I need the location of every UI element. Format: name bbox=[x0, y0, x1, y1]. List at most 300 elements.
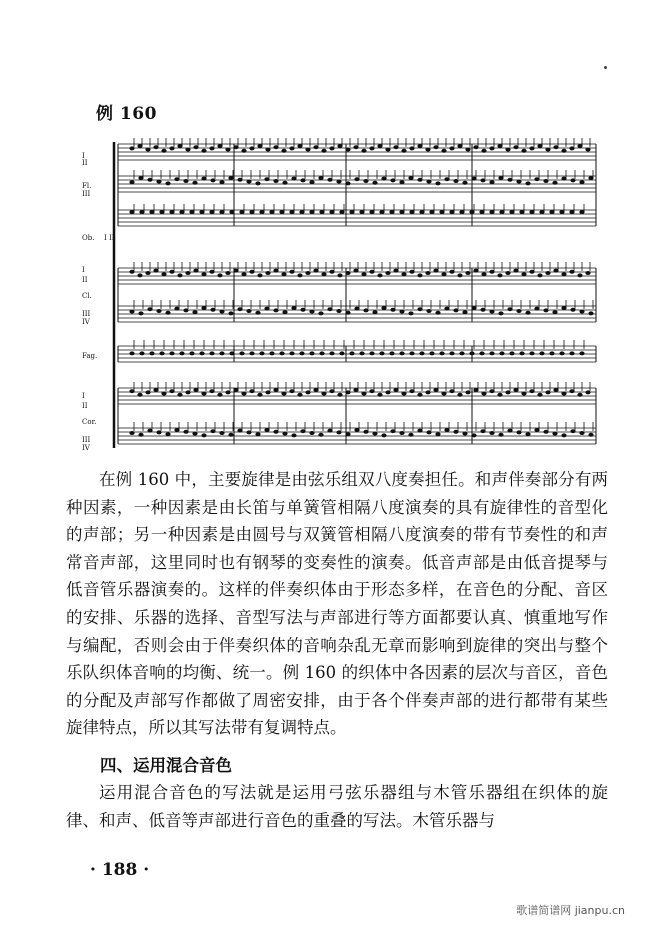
note-head bbox=[402, 149, 406, 152]
note-head bbox=[458, 274, 462, 277]
note-head bbox=[292, 306, 296, 309]
note-head bbox=[283, 181, 287, 184]
note-head bbox=[427, 309, 431, 312]
note-head bbox=[418, 308, 422, 311]
note-head bbox=[481, 179, 485, 182]
note-head bbox=[570, 147, 574, 150]
note-head bbox=[578, 274, 582, 277]
note-head bbox=[466, 391, 470, 394]
note-head bbox=[540, 352, 544, 355]
note-head bbox=[258, 274, 262, 277]
note-head bbox=[410, 210, 414, 213]
note-head bbox=[330, 390, 334, 393]
note-head bbox=[314, 269, 318, 272]
label-cl-iii: III bbox=[82, 310, 91, 318]
note-head bbox=[298, 144, 302, 147]
note-head bbox=[328, 308, 332, 311]
note-head bbox=[450, 270, 454, 273]
note-head bbox=[402, 392, 406, 395]
note-head bbox=[450, 352, 454, 355]
note-head bbox=[380, 352, 384, 355]
note-head bbox=[554, 269, 558, 272]
note-head bbox=[340, 210, 344, 213]
note-head bbox=[211, 179, 215, 182]
note-head bbox=[138, 274, 142, 277]
note-head bbox=[538, 274, 542, 277]
note-head bbox=[499, 312, 503, 315]
note-head bbox=[170, 270, 174, 273]
note-head bbox=[370, 210, 374, 213]
note-head bbox=[580, 431, 584, 434]
label-ob: Ob. bbox=[82, 234, 95, 242]
label-cl-ii: II bbox=[82, 276, 88, 284]
note-head bbox=[378, 393, 382, 396]
note-head bbox=[373, 432, 377, 435]
note-head bbox=[250, 352, 254, 355]
note-head bbox=[420, 210, 424, 213]
note-head bbox=[282, 273, 286, 276]
paragraph-2-container bbox=[66, 779, 608, 834]
note-head bbox=[490, 431, 494, 434]
note-head bbox=[498, 393, 502, 396]
note-head bbox=[391, 430, 395, 433]
note-head bbox=[146, 271, 150, 274]
note-head bbox=[130, 310, 134, 313]
note-head bbox=[434, 388, 438, 391]
note-head bbox=[162, 273, 166, 276]
note-head bbox=[250, 147, 254, 150]
paragraph-2: 运用混合音色的写法就是运用弓弦乐器组与木管乐器组在织体的旋律、和声、低音等声部进行音色的重叠的写法。木管乐器与 bbox=[66, 783, 608, 830]
note-head bbox=[130, 352, 134, 355]
note-head bbox=[440, 210, 444, 213]
note-head bbox=[290, 352, 294, 355]
note-head bbox=[220, 310, 224, 313]
note-head bbox=[460, 352, 464, 355]
note-head bbox=[328, 429, 332, 432]
note-head bbox=[274, 179, 278, 182]
note-head bbox=[578, 144, 582, 147]
note-head bbox=[440, 352, 444, 355]
note-head bbox=[553, 311, 557, 314]
note-head bbox=[282, 149, 286, 152]
note-head bbox=[270, 352, 274, 355]
note-head bbox=[226, 391, 230, 394]
note-head bbox=[310, 210, 314, 213]
note-head bbox=[553, 432, 557, 435]
note-head bbox=[150, 210, 154, 213]
paragraph-1: 在例 160 中，主要旋律是由弦乐组双八度奏担任。和声伴奏部分有两种因素，一种因素是由长笛与单簧管相隔八度演奏的具有旋律性的音型化的声部；另一种因素是由圆号与双簧管相隔八度演奏的带有节奏性的和声常音声部，这里同时也有钢琴的变奏性的演奏。低音声部是由低音提琴与低音管乐器演奏的。这样的伴奏织体由于形态多样，在音色的分配、音区的安排、乐器的选择、音型写法与声部进行等方面都要认真、慎重地写作与编配，否则会由于伴奏织体的音响杂乱无章而影响到旋律的突出与整个乐队织体音响的均衡、统一。例 160 的织体中各因素的层次与音区，音色的分配及声部写作都做了周密安排，由于各个伴奏声部的进行都带有某些旋律特点，所以其写法带有复调特点。 bbox=[66, 470, 608, 738]
note-head bbox=[314, 146, 318, 149]
note-head bbox=[370, 147, 374, 150]
note-head bbox=[292, 434, 296, 437]
label-fl-parts-1: I bbox=[82, 152, 85, 160]
note-head bbox=[242, 273, 246, 276]
note-head bbox=[328, 178, 332, 181]
note-head bbox=[482, 392, 486, 395]
note-head bbox=[310, 310, 314, 313]
note-head bbox=[530, 390, 534, 393]
note-head bbox=[175, 428, 179, 431]
note-head bbox=[499, 176, 503, 179]
note-head bbox=[498, 274, 502, 277]
note-head bbox=[426, 148, 430, 151]
note-head bbox=[426, 271, 430, 274]
note-head bbox=[500, 352, 504, 355]
note-head bbox=[256, 311, 260, 314]
note-head bbox=[300, 352, 304, 355]
note-head bbox=[186, 148, 190, 151]
note-head bbox=[427, 431, 431, 434]
note-head bbox=[390, 352, 394, 355]
note-head bbox=[514, 146, 518, 149]
note-head bbox=[402, 273, 406, 276]
note-head bbox=[178, 144, 182, 147]
watermark: 歌谱简谱网 jianpu.cn bbox=[516, 904, 625, 917]
note-head bbox=[330, 270, 334, 273]
note-head bbox=[210, 352, 214, 355]
note-head bbox=[238, 178, 242, 181]
note-head bbox=[170, 147, 174, 150]
note-head bbox=[394, 388, 398, 391]
note-head bbox=[370, 352, 374, 355]
note-head bbox=[202, 273, 206, 276]
note-head bbox=[490, 181, 494, 184]
note-head bbox=[166, 433, 170, 436]
note-head bbox=[562, 177, 566, 180]
note-head bbox=[194, 146, 198, 149]
note-head bbox=[310, 181, 314, 184]
note-head bbox=[355, 428, 359, 431]
note-head bbox=[256, 182, 260, 185]
note-head bbox=[526, 311, 530, 314]
note-head bbox=[474, 269, 478, 272]
note-head bbox=[247, 180, 251, 183]
note-head bbox=[170, 352, 174, 355]
note-head bbox=[218, 274, 222, 277]
note-head bbox=[454, 179, 458, 182]
note-head bbox=[490, 390, 494, 393]
note-head bbox=[170, 390, 174, 393]
label-cl-iv: IV bbox=[82, 318, 90, 326]
label-cor: Cor. bbox=[82, 418, 97, 426]
note-head bbox=[322, 392, 326, 395]
note-head bbox=[340, 352, 344, 355]
note-head bbox=[514, 269, 518, 272]
label-cor-ii: II bbox=[82, 402, 88, 410]
note-head bbox=[445, 307, 449, 310]
note-head bbox=[301, 430, 305, 433]
note-head bbox=[238, 429, 242, 432]
note-head bbox=[570, 270, 574, 273]
note-head bbox=[260, 210, 264, 213]
note-head bbox=[362, 392, 366, 395]
note-head bbox=[434, 269, 438, 272]
note-head bbox=[474, 146, 478, 149]
note-head bbox=[130, 181, 134, 184]
note-head bbox=[184, 179, 188, 182]
note-head bbox=[510, 210, 514, 213]
note-head bbox=[490, 210, 494, 213]
note-head bbox=[338, 144, 342, 147]
note-head bbox=[190, 210, 194, 213]
note-head bbox=[409, 312, 413, 315]
note-head bbox=[330, 210, 334, 213]
note-head bbox=[430, 210, 434, 213]
note-head bbox=[522, 273, 526, 276]
note-head bbox=[274, 269, 278, 272]
note-head bbox=[150, 352, 154, 355]
note-head bbox=[378, 144, 382, 147]
note-head bbox=[148, 178, 152, 181]
note-head bbox=[190, 352, 194, 355]
note-head bbox=[146, 148, 150, 151]
note-head bbox=[586, 391, 590, 394]
note-head bbox=[274, 309, 278, 312]
label-cl: Cl. bbox=[82, 292, 92, 300]
note-head bbox=[410, 147, 414, 150]
note-head bbox=[378, 274, 382, 277]
note-head bbox=[562, 273, 566, 276]
note-head bbox=[194, 269, 198, 272]
note-head bbox=[562, 434, 566, 437]
note-head bbox=[553, 181, 557, 184]
note-head bbox=[362, 273, 366, 276]
note-head bbox=[186, 271, 190, 274]
note-head bbox=[562, 149, 566, 152]
note-head bbox=[250, 270, 254, 273]
note-head bbox=[274, 388, 278, 391]
note-head bbox=[258, 144, 262, 147]
note-head bbox=[350, 352, 354, 355]
note-head bbox=[220, 431, 224, 434]
note-head bbox=[589, 433, 593, 436]
note-head bbox=[166, 311, 170, 314]
note-head bbox=[535, 307, 539, 310]
note-head bbox=[586, 271, 590, 274]
note-head bbox=[458, 144, 462, 147]
note-head bbox=[463, 181, 467, 184]
note-head bbox=[130, 431, 134, 434]
note-head bbox=[526, 182, 530, 185]
note-head bbox=[481, 308, 485, 311]
note-head bbox=[490, 147, 494, 150]
note-head bbox=[265, 307, 269, 310]
note-head bbox=[526, 433, 530, 436]
note-head bbox=[274, 146, 278, 149]
note-head bbox=[463, 311, 467, 314]
note-head bbox=[210, 210, 214, 213]
note-head bbox=[200, 210, 204, 213]
note-head bbox=[544, 309, 548, 312]
note-head bbox=[360, 352, 364, 355]
note-head bbox=[442, 149, 446, 152]
note-head bbox=[355, 178, 359, 181]
note-head bbox=[544, 179, 548, 182]
note-head bbox=[301, 308, 305, 311]
note-head bbox=[454, 430, 458, 433]
note-head bbox=[162, 149, 166, 152]
note-head bbox=[290, 147, 294, 150]
note-head bbox=[418, 178, 422, 181]
note-head bbox=[301, 179, 305, 182]
note-head bbox=[314, 388, 318, 391]
note-head bbox=[154, 269, 158, 272]
note-head bbox=[194, 388, 198, 391]
note-head bbox=[180, 352, 184, 355]
note-head bbox=[482, 149, 486, 152]
note-head bbox=[292, 177, 296, 180]
note-head bbox=[410, 270, 414, 273]
example-label: 例 160 bbox=[96, 104, 157, 124]
note-head bbox=[298, 393, 302, 396]
note-head bbox=[218, 393, 222, 396]
label-cor-iv: IV bbox=[82, 444, 90, 452]
note-head bbox=[193, 311, 197, 314]
note-head bbox=[138, 144, 142, 147]
note-head bbox=[586, 148, 590, 151]
note-head bbox=[391, 179, 395, 182]
note-head bbox=[260, 352, 264, 355]
note-head bbox=[193, 432, 197, 435]
note-head bbox=[154, 146, 158, 149]
note-head bbox=[282, 392, 286, 395]
note-head bbox=[400, 310, 404, 313]
note-head bbox=[338, 274, 342, 277]
note-head bbox=[354, 146, 358, 149]
note-head bbox=[355, 307, 359, 310]
note-head bbox=[186, 391, 190, 394]
note-head bbox=[418, 393, 422, 396]
label-cor-iii: III bbox=[82, 436, 91, 444]
note-head bbox=[202, 306, 206, 309]
note-head bbox=[410, 390, 414, 393]
note-head bbox=[373, 311, 377, 314]
note-head bbox=[175, 307, 179, 310]
note-head bbox=[220, 181, 224, 184]
note-head bbox=[138, 393, 142, 396]
note-head bbox=[442, 392, 446, 395]
note-head bbox=[450, 210, 454, 213]
note-head bbox=[560, 210, 564, 213]
note-head bbox=[337, 431, 341, 434]
note-head bbox=[270, 210, 274, 213]
note-head bbox=[506, 391, 510, 394]
note-head bbox=[400, 210, 404, 213]
note-head bbox=[265, 428, 269, 431]
note-head bbox=[463, 432, 467, 435]
note-head bbox=[202, 392, 206, 395]
note-head bbox=[578, 393, 582, 396]
note-head bbox=[364, 179, 368, 182]
note-head bbox=[589, 176, 593, 179]
label-cor-i: I bbox=[82, 392, 85, 400]
note-head bbox=[466, 148, 470, 151]
note-head bbox=[570, 390, 574, 393]
note-head bbox=[258, 393, 262, 396]
label-fl-parts-2: II bbox=[82, 159, 88, 167]
note-head bbox=[520, 352, 524, 355]
note-head bbox=[474, 388, 478, 391]
note-head bbox=[166, 182, 170, 185]
note-head bbox=[220, 352, 224, 355]
note-head bbox=[337, 180, 341, 183]
note-head bbox=[436, 311, 440, 314]
note-head bbox=[481, 430, 485, 433]
note-head bbox=[350, 210, 354, 213]
note-head bbox=[337, 309, 341, 312]
note-head bbox=[218, 144, 222, 147]
note-head bbox=[202, 177, 206, 180]
note-head bbox=[522, 149, 526, 152]
note-head bbox=[391, 308, 395, 311]
note-head bbox=[580, 210, 584, 213]
note-head bbox=[418, 274, 422, 277]
note-head bbox=[517, 180, 521, 183]
note-head bbox=[508, 429, 512, 432]
note-head bbox=[330, 352, 334, 355]
note-head bbox=[482, 273, 486, 276]
note-head bbox=[280, 352, 284, 355]
section-heading: 四、运用混合音色 bbox=[100, 756, 232, 775]
note-head bbox=[510, 352, 514, 355]
note-head bbox=[220, 210, 224, 213]
note-head bbox=[538, 144, 542, 147]
note-head bbox=[310, 431, 314, 434]
note-head bbox=[139, 176, 143, 179]
note-head bbox=[442, 273, 446, 276]
note-head bbox=[322, 149, 326, 152]
note-head bbox=[386, 391, 390, 394]
note-head bbox=[400, 431, 404, 434]
note-head bbox=[283, 432, 287, 435]
label-ob-parts: I II bbox=[104, 234, 115, 242]
note-head bbox=[386, 148, 390, 151]
note-head bbox=[330, 147, 334, 150]
note-head bbox=[130, 147, 134, 150]
note-head bbox=[466, 271, 470, 274]
note-head bbox=[202, 434, 206, 437]
note-head bbox=[571, 308, 575, 311]
note-head bbox=[290, 270, 294, 273]
note-head bbox=[445, 178, 449, 181]
note-head bbox=[546, 271, 550, 274]
note-head bbox=[571, 430, 575, 433]
note-head bbox=[420, 352, 424, 355]
note-head bbox=[322, 273, 326, 276]
note-head bbox=[210, 147, 214, 150]
note-head bbox=[571, 179, 575, 182]
note-head bbox=[200, 352, 204, 355]
note-head bbox=[554, 146, 558, 149]
note-head bbox=[436, 182, 440, 185]
note-head bbox=[229, 312, 233, 315]
note-head bbox=[211, 308, 215, 311]
note-head bbox=[554, 388, 558, 391]
note-head bbox=[130, 270, 134, 273]
note-head bbox=[242, 149, 246, 152]
note-head bbox=[160, 210, 164, 213]
note-head bbox=[362, 149, 366, 152]
note-head bbox=[146, 391, 150, 394]
note-head bbox=[180, 210, 184, 213]
label-fag: Fag. bbox=[82, 352, 98, 360]
label-cl-i: I bbox=[82, 266, 85, 274]
note-head bbox=[226, 271, 230, 274]
note-head bbox=[570, 210, 574, 213]
note-head bbox=[380, 210, 384, 213]
note-head bbox=[364, 430, 368, 433]
note-head bbox=[454, 309, 458, 312]
